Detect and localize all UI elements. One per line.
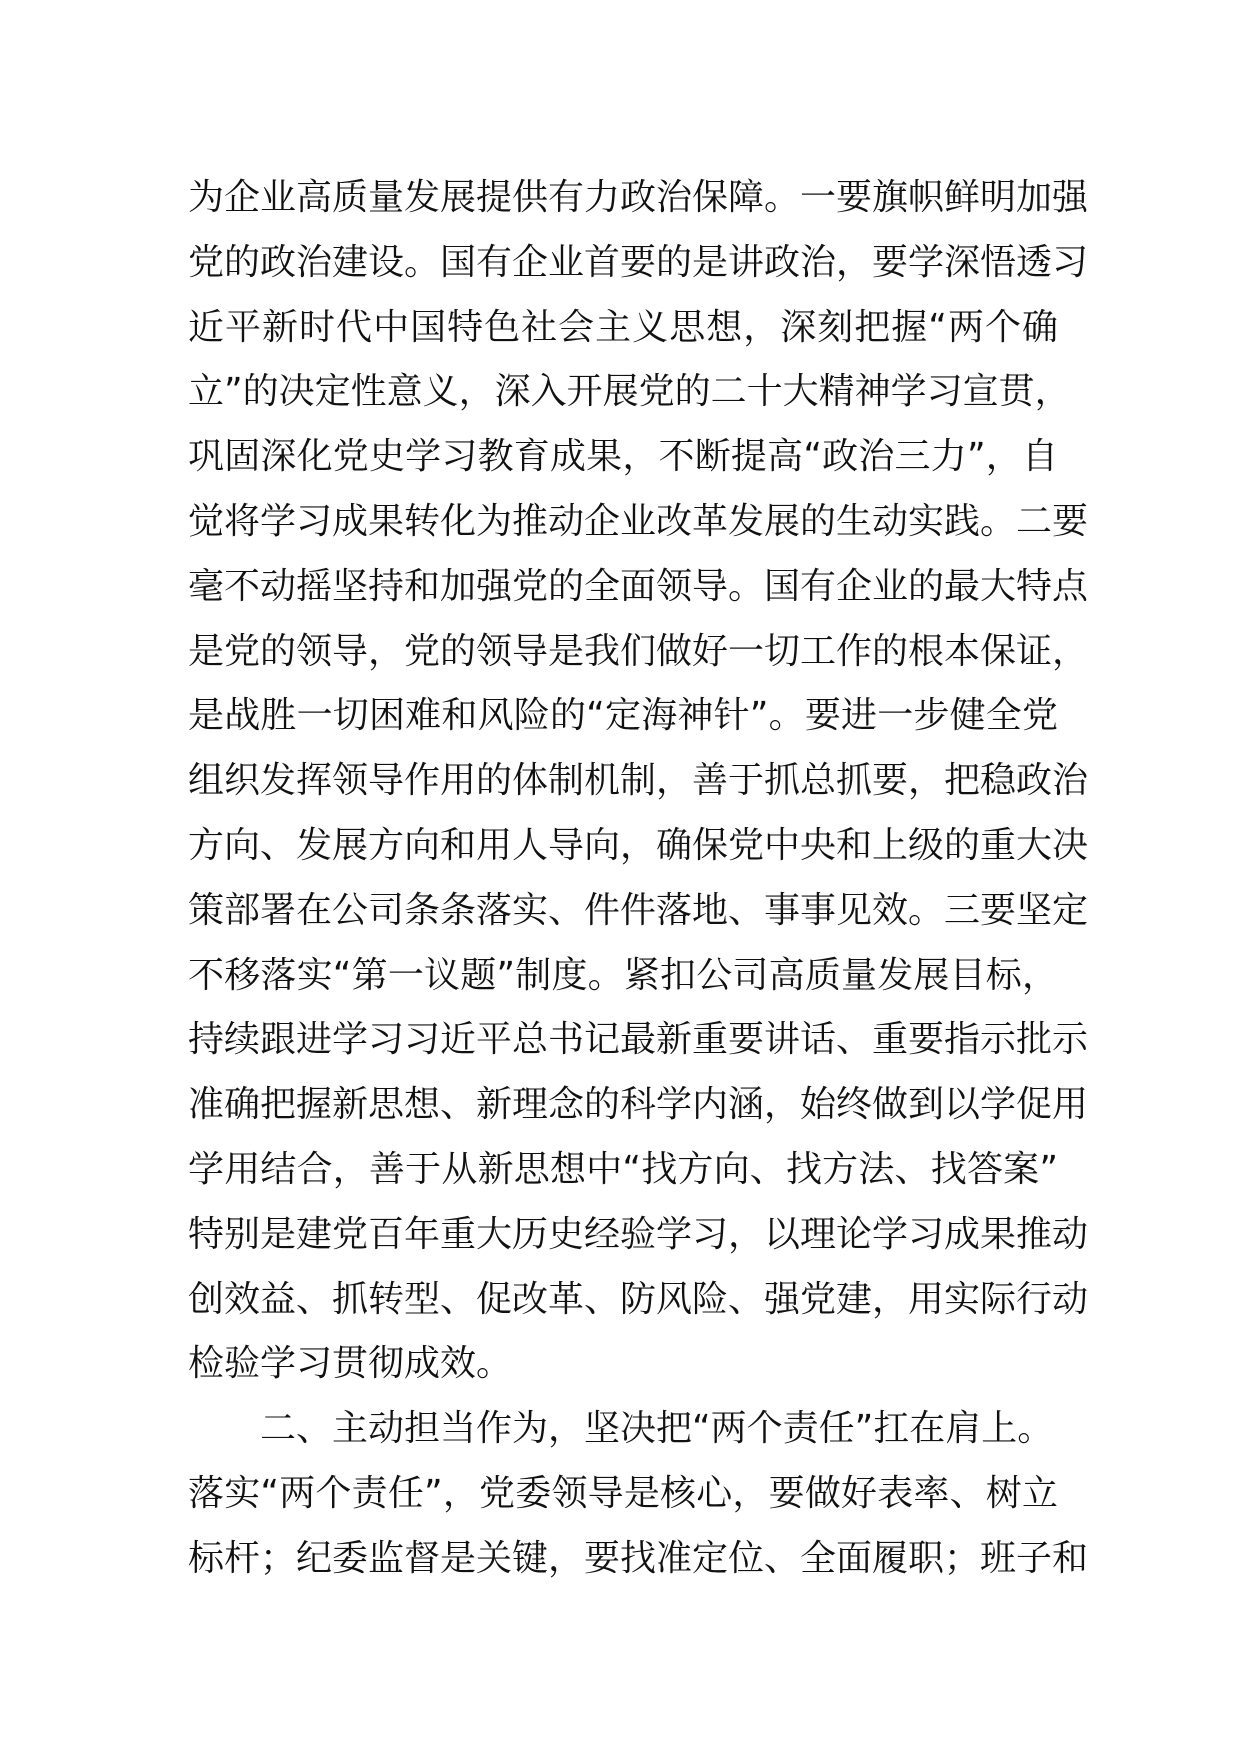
text-line: 党的政治建设。国有企业首要的是讲政治，要学深悟透习 (188, 241, 1089, 283)
text-line: 创效益、抓转型、促改革、防风险、强党建，用实际行动 (188, 1278, 1089, 1320)
text-line: 毫不动摇坚持和加强党的全面领导。国有企业的最大特点 (188, 565, 1089, 607)
document-body (188, 166, 1089, 1592)
text-line: 近平新时代中国特色社会主义思想，深刻把握“两个确 (188, 306, 1058, 348)
text-line: 巩固深化党史学习教育成果，不断提高“政治三力”，自 (188, 436, 1058, 478)
paragraph-1 (188, 166, 1089, 1397)
text-line: 为企业高质量发展提供有力政治保障。一要旗帜鲜明加强 (188, 177, 1089, 218)
section-heading: 二、主动担当作为，坚决把“两个责任”扛在肩上。 (260, 1408, 1054, 1450)
text-line: 方向、发展方向和用人导向，确保党中央和上级的重大决 (188, 824, 1089, 866)
text-line: 学用结合，善于从新思想中“找方向、找方法、找答案” (188, 1148, 1058, 1190)
paragraph-2 (188, 1397, 1089, 1591)
text-line: 不移落实“第一议题”制度。紧扣公司高质量发展目标， (188, 954, 1058, 996)
text-line: 是战胜一切困难和风险的“定海神针”。要进一步健全党 (188, 695, 1058, 737)
text-line: 标杆；纪委监督是关键，要找准定位、全面履职；班子和 (188, 1537, 1089, 1579)
text-line: 准确把握新思想、新理念的科学内涵，始终做到以学促用 (188, 1084, 1089, 1126)
text-line: 是党的领导，党的领导是我们做好一切工作的根本保证， (188, 630, 1089, 672)
text-line: 落实“两个责任”，党委领导是核心，要做好表率、树立 (188, 1472, 1058, 1514)
text-line: 检验学习贯彻成效。 (188, 1343, 513, 1385)
text-line: 策部署在公司条条落实、件件落地、事事见效。三要坚定 (188, 889, 1089, 931)
text-line: 觉将学习成果转化为推动企业改革发展的生动实践。二要 (188, 500, 1089, 542)
text-line: 立”的决定性意义，深入开展党的二十大精神学习宣贯， (188, 371, 1071, 413)
text-line: 持续跟进学习习近平总书记最新重要讲话、重要指示批示 (188, 1019, 1089, 1061)
text-line: 组织发挥领导作用的体制机制，善于抓总抓要，把稳政治 (188, 760, 1089, 802)
text-line: 特别是建党百年重大历史经验学习，以理论学习成果推动 (188, 1213, 1089, 1255)
